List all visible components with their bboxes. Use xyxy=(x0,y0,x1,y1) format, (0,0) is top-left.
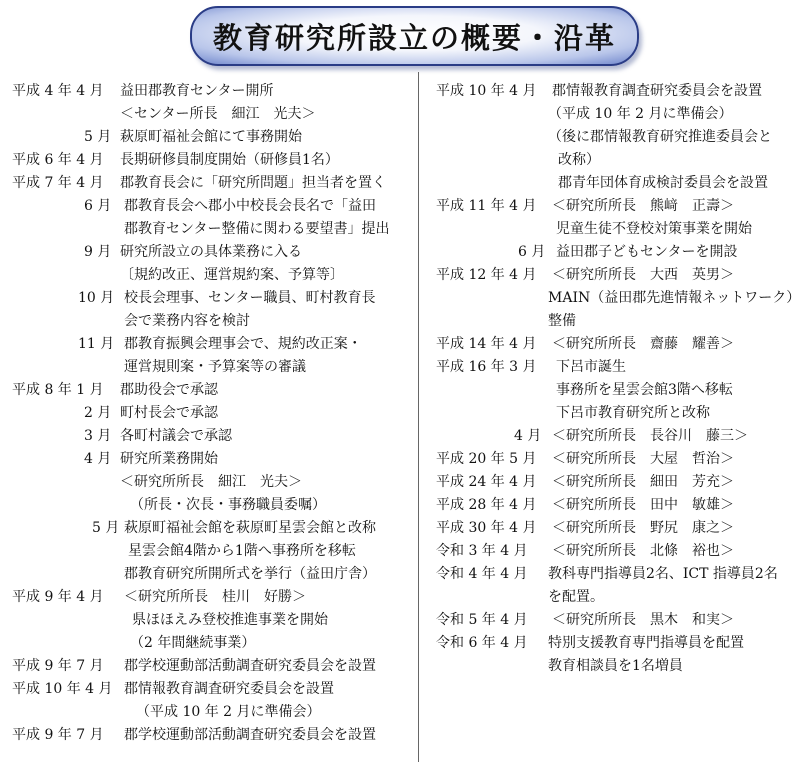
entry-text: （後に郡情報教育研究推進委員会と xyxy=(548,129,772,145)
entry-date: 10 月 xyxy=(78,290,115,306)
entry-date: 平成 9 年 4 月 xyxy=(12,589,104,605)
entry-text: 事務所を星雲会館3階へ移転 xyxy=(556,382,733,398)
entry-text: 萩原町福祉会館にて事務開始 xyxy=(120,129,302,145)
entry-text: 県ほほえみ登校推進事業を開始 xyxy=(132,612,328,628)
title-banner xyxy=(190,6,639,66)
entry-text: 研究所業務開始 xyxy=(120,451,218,467)
entry-date: 平成 16 年 3 月 xyxy=(436,359,537,375)
entry-date: 平成 10 年 4 月 xyxy=(436,83,537,99)
entry-date: 平成 11 年 4 月 xyxy=(436,198,537,214)
entry-text: 郡情報教育調査研究委員会を設置 xyxy=(552,83,762,99)
entry-date: 6 月 xyxy=(518,244,546,260)
entry-text: （2 年間継続事業） xyxy=(130,635,256,651)
entry-text: ＜研究所所長 北條 裕也＞ xyxy=(552,543,734,559)
entry-text: 郡青年団体育成検討委員会を設置 xyxy=(558,175,768,191)
entry-date: 平成 9 年 7 月 xyxy=(12,658,104,674)
entry-text: 益田郡教育センター開所 xyxy=(120,83,274,99)
entry-text: MAIN（益田郡先進情報ネットワーク） xyxy=(548,290,800,306)
entry-date: 平成 9 年 7 月 xyxy=(12,727,104,743)
entry-date: 平成 4 年 4 月 xyxy=(12,83,104,99)
entry-date: 平成 6 年 4 月 xyxy=(12,152,104,168)
entry-text: 益田郡子どもセンターを開設 xyxy=(556,244,738,260)
entry-text: を配置。 xyxy=(548,589,604,605)
entry-text: 郡教育振興会理事会で、規約改正案・ xyxy=(124,336,362,352)
entry-text: （平成 10 年 2 月に準備会） xyxy=(136,704,321,720)
entry-date: 令和 6 年 4 月 xyxy=(436,635,528,651)
entry-text: 郡教育長会へ郡小中校長会長名で「益田 xyxy=(124,198,376,214)
entry-date: 5 月 xyxy=(92,520,120,536)
column-divider xyxy=(418,72,419,762)
entry-date: 9 月 xyxy=(84,244,112,260)
entry-date: 平成 30 年 4 月 xyxy=(436,520,537,536)
entry-text: 運営規則案・予算案等の審議 xyxy=(124,359,306,375)
entry-date: 6 月 xyxy=(84,198,112,214)
entry-text: 会で業務内容を検討 xyxy=(124,313,250,329)
entry-text: 特別支援教育専門指導員を配置 xyxy=(548,635,744,651)
entry-text: 郡教育センター整備に関わる要望書」提出 xyxy=(124,221,390,237)
entry-text: 星雲会館4階から1階へ事務所を移転 xyxy=(128,543,356,559)
entry-text: ＜研究所所長 黒木 和実＞ xyxy=(552,612,734,628)
entry-text: 児童生徒不登校対策事業を開始 xyxy=(556,221,752,237)
entry-text: 長期研修員制度開始（研修員1名） xyxy=(120,152,339,168)
entry-date: 平成 7 年 4 月 xyxy=(12,175,104,191)
entry-text: 下呂市教育研究所と改称 xyxy=(556,405,710,421)
entry-date: 11 月 xyxy=(78,336,115,352)
entry-date: 令和 4 年 4 月 xyxy=(436,566,528,582)
entry-text: ＜センター所長 細江 光夫＞ xyxy=(120,106,316,122)
entry-text: 萩原町福祉会館を萩原町星雲会館と改称 xyxy=(124,520,376,536)
entry-date: 3 月 xyxy=(84,428,112,444)
entry-date: 平成 12 年 4 月 xyxy=(436,267,537,283)
entry-text: ＜研究所所長 野尻 康之＞ xyxy=(552,520,734,536)
entry-text: 郡教育長会に「研究所問題」担当者を置く xyxy=(120,175,386,191)
entry-text: 郡学校運動部活動調査研究委員会を設置 xyxy=(124,658,376,674)
entry-text: ＜研究所所長 田中 敏雄＞ xyxy=(552,497,734,513)
entry-date: 4 月 xyxy=(84,451,112,467)
entry-text: ＜研究所所長 桂川 好勝＞ xyxy=(124,589,306,605)
entry-text: 教科専門指導員2名、ICT 指導員2名 xyxy=(548,566,778,582)
entry-date: 平成 20 年 5 月 xyxy=(436,451,537,467)
entry-text: （平成 10 年 2 月に準備会） xyxy=(548,106,733,122)
entry-text: ＜研究所所長 長谷川 藤三＞ xyxy=(552,428,748,444)
entry-date: 平成 14 年 4 月 xyxy=(436,336,537,352)
entry-text: 町村長会で承認 xyxy=(120,405,218,421)
entry-text: 下呂市誕生 xyxy=(556,359,626,375)
entry-text: ＜研究所所長 細江 光夫＞ xyxy=(120,474,302,490)
entry-text: 整備 xyxy=(548,313,576,329)
entry-text: ＜研究所所長 細田 芳充＞ xyxy=(552,474,734,490)
entry-date: 平成 8 年 1 月 xyxy=(12,382,104,398)
entry-text: 教育相談員を1名増員 xyxy=(548,658,683,674)
entry-text: 郡学校運動部活動調査研究委員会を設置 xyxy=(124,727,376,743)
entry-text: ＜研究所所長 大屋 哲治＞ xyxy=(552,451,734,467)
entry-text: 改称） xyxy=(558,152,600,168)
entry-text: 郡情報教育調査研究委員会を設置 xyxy=(124,681,334,697)
entry-text: 〔規約改正、運営規約案、予算等〕 xyxy=(120,267,344,283)
entry-date: 4 月 xyxy=(514,428,542,444)
entry-date: 平成 24 年 4 月 xyxy=(436,474,537,490)
entry-date: 平成 10 年 4 月 xyxy=(12,681,113,697)
entry-date: 2 月 xyxy=(84,405,112,421)
page-title: 教育研究所設立の概要・沿革 xyxy=(212,20,616,55)
entry-date: 平成 28 年 4 月 xyxy=(436,497,537,513)
entry-text: 郡助役会で承認 xyxy=(120,382,218,398)
entry-text: ＜研究所所長 齋藤 耀善＞ xyxy=(552,336,734,352)
entry-date: 5 月 xyxy=(84,129,112,145)
entry-text: 各町村議会で承認 xyxy=(120,428,232,444)
entry-text: （所長・次長・事務職員委嘱） xyxy=(130,497,326,513)
entry-text: 校長会理事、センター職員、町村教育長 xyxy=(124,290,376,306)
entry-date: 令和 3 年 4 月 xyxy=(436,543,528,559)
entry-text: 研究所設立の具体業務に入る xyxy=(120,244,302,260)
entry-text: ＜研究所所長 大西 英男＞ xyxy=(552,267,734,283)
entry-date: 令和 5 年 4 月 xyxy=(436,612,528,628)
entry-text: ＜研究所所長 熊﨑 正壽＞ xyxy=(552,198,734,214)
entry-text: 郡教育研究所開所式を挙行（益田庁舎） xyxy=(124,566,376,582)
